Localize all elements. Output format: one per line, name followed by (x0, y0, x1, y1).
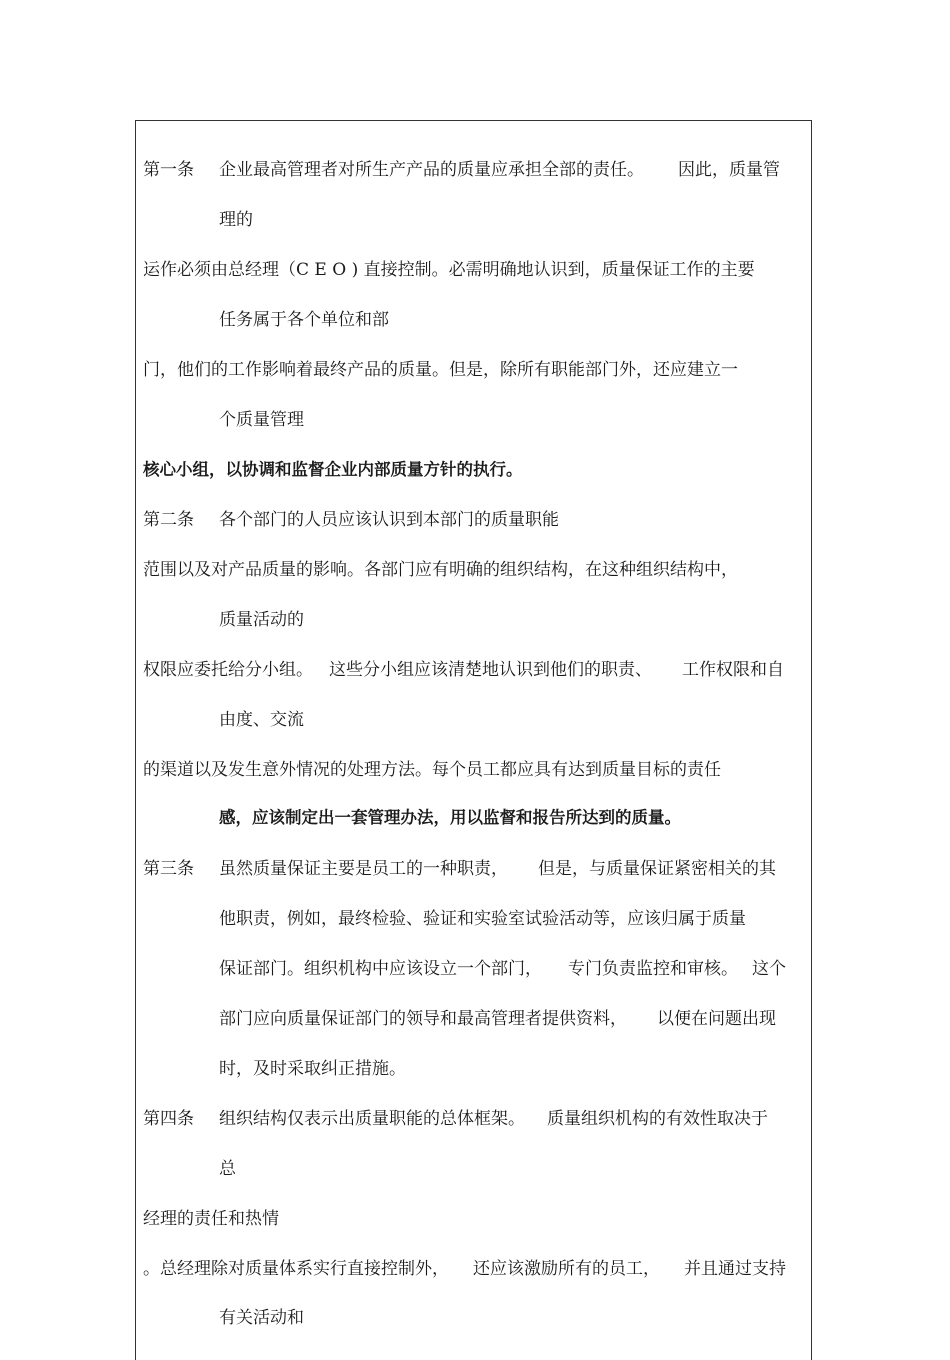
article-3-line-3b: 专门负责监控和审核。 (568, 959, 738, 979)
article-4-line-4b: 还应该激励所有的员工， (473, 1259, 660, 1279)
article-3-line-1 (219, 857, 776, 881)
article-4-line-1a: 组织结构仅表示出质量职能的总体框架。 (219, 1109, 525, 1129)
article-2-line-4 (143, 658, 784, 682)
article-2-line-4a: 权限应委托给分小组。 (143, 660, 313, 680)
article-2-line-5: 由度、交流 (219, 710, 304, 730)
article-3-line-1b: 但是，与质量保证紧密相关的其 (538, 859, 776, 879)
article-2-line-4c: 工作权限和自 (682, 660, 784, 680)
article-3-line-4b: 以便在问题出现 (657, 1009, 776, 1029)
article-3-line-3 (219, 957, 786, 981)
document-frame (135, 120, 812, 1360)
article-3-line-4a: 部门应向质量保证部门的领导和最高管理者提供资料， (219, 1009, 627, 1029)
article-2-line-1: 各个部门的人员应该认识到本部门的质量职能 (219, 510, 559, 530)
article-4-line-1 (219, 1107, 768, 1131)
article-1-line-3: 运作必须由总经理（C E O ) 直接控制。必需明确地认识到，质量保证工作的主要 (143, 260, 755, 280)
article-2-line-2: 范围以及对产品质量的影响。各部门应有明确的组织结构，在这种组织结构中， (143, 560, 738, 580)
article-3-line-1a: 虽然质量保证主要是员工的一种职责， (219, 859, 508, 879)
article-1-line-5: 门，他们的工作影响着最终产品的质量。但是，除所有职能部门外，还应建立一 (143, 360, 738, 380)
article-1-line-1b: 因此，质量管 (678, 160, 780, 180)
article-4-line-1b: 质量组织机构的有效性取决于 (547, 1109, 768, 1129)
article-2-line-4b: 这些分小组应该清楚地认识到他们的职责、 (329, 660, 652, 680)
article-2-line-6: 的渠道以及发生意外情况的处理方法。每个员工都应具有达到质量目标的责任 (143, 760, 721, 780)
article-4-line-2: 总 (219, 1159, 236, 1179)
article-4-line-5: 有关活动和 (219, 1308, 304, 1328)
article-1-label: 第一条 (143, 160, 194, 180)
article-1-line-1a: 企业最高管理者对所生产产品的质量应承担全部的责任。 (219, 160, 644, 180)
article-3-line-4 (219, 1007, 776, 1031)
article-1-line-1 (219, 158, 780, 182)
article-4-line-3: 经理的责任和热情 (143, 1209, 279, 1229)
article-4-line-4 (143, 1257, 786, 1281)
article-1-line-6: 个质量管理 (219, 410, 304, 430)
article-4-line-4a: 。总经理除对质量体系实行直接控制外， (143, 1259, 449, 1279)
article-2-line-3: 质量活动的 (219, 610, 304, 630)
article-4-label: 第四条 (143, 1109, 194, 1129)
article-4-line-4c: 并且通过支持 (684, 1259, 786, 1279)
article-3-line-3c: 这个 (752, 959, 786, 979)
article-1-line-4: 任务属于各个单位和部 (219, 310, 389, 330)
article-1-line-2: 理的 (219, 210, 253, 230)
article-3-line-5: 时，及时采取纠正措施。 (219, 1059, 406, 1079)
article-3-label: 第三条 (143, 859, 194, 879)
article-1-line-7: 核心小组，以协调和监督企业内部质量方针的执行。 (143, 460, 523, 479)
article-2-label: 第二条 (143, 510, 194, 530)
article-3-line-3a: 保证部门。组织机构中应该设立一个部门， (219, 959, 542, 979)
article-2-line-7: 感，应该制定出一套管理办法，用以监督和报告所达到的质量。 (219, 808, 681, 827)
article-3-line-2: 他职责，例如，最终检验、验证和实验室试验活动等，应该归属于质量 (219, 909, 746, 929)
